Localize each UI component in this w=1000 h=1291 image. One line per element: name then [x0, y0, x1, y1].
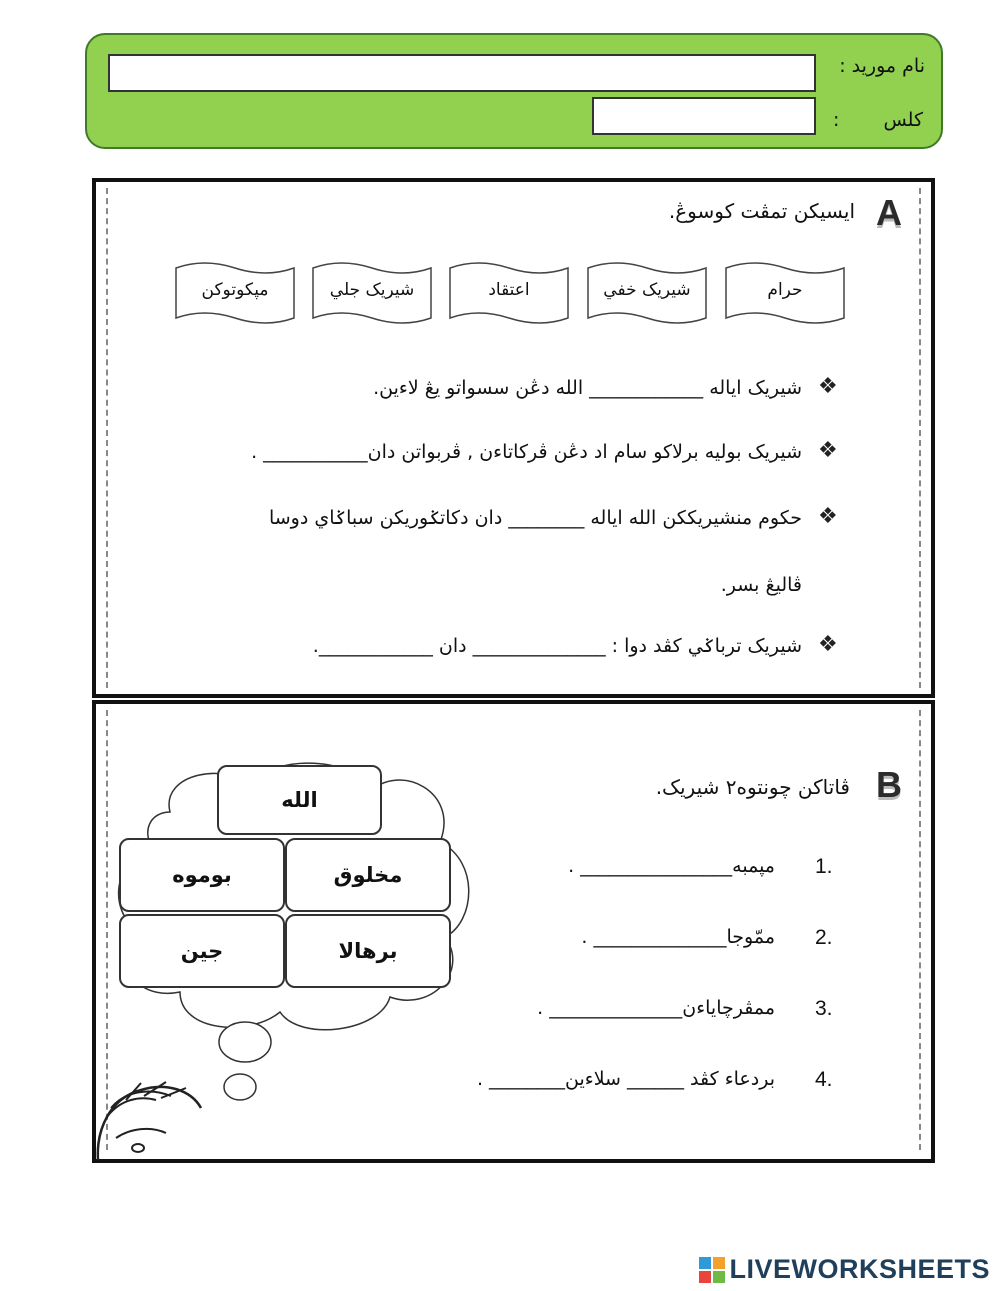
name-label: نام موريد : [839, 55, 925, 77]
item-number: 3. [815, 997, 833, 1020]
bullet-icon: ❖ [818, 632, 838, 657]
section-a-right-dash [919, 188, 921, 688]
question-line[interactable]: حکوم منشيريککن الله اياله ________ دان دکاتݢوريکن سباݢاي دوسا [268, 507, 802, 529]
cloud-word-box[interactable]: بوموه [119, 838, 285, 912]
answer-line[interactable]: مپمبه________________ . [568, 855, 775, 877]
section-a-letter: A [876, 192, 902, 233]
cloud-word-box[interactable]: برهالا [285, 914, 451, 988]
logo-icon [699, 1257, 725, 1283]
item-number: 1. [815, 855, 833, 878]
cloud-word-box[interactable]: الله [217, 765, 382, 835]
section-b-right-dash [919, 710, 921, 1150]
cloud-word-box[interactable]: جين [119, 914, 285, 988]
section-a-left-dash [106, 188, 108, 688]
word-banner-text: شيريک خفي [603, 280, 691, 300]
class-label: کلس [883, 109, 923, 131]
liveworksheets-logo [699, 1254, 990, 1285]
question-line[interactable]: شيريک اياله ____________ الله دڠن سسواتو يڠ لاءين. [373, 377, 802, 399]
section-b-instruction: ڤاتاکن چونتوه٢ شيريک. [655, 775, 850, 799]
question-line[interactable]: شيريک بوليه برلاکو سام اد دڠن ڤرکاتاءن , ڤربواتن دان___________ . [251, 441, 802, 463]
question-line[interactable]: شيريک ترباݢي کڤد دوا : ______________ دان ____________. [312, 635, 802, 657]
word-banner-text: اعتقاد [488, 280, 530, 300]
word-banner [311, 262, 433, 326]
word-banner-text: شيريک جلي [329, 280, 415, 300]
question-line-continued: ڤاليڠ بسر. [720, 574, 802, 596]
cloud-word-box[interactable]: مخلوق [285, 838, 451, 912]
name-input[interactable] [108, 54, 816, 92]
student-info-header [85, 33, 943, 149]
section-a-panel [92, 178, 935, 698]
class-colon: : [833, 109, 840, 131]
section-b-letter: B [876, 764, 902, 805]
bullet-icon: ❖ [818, 438, 838, 463]
word-banner-text: حرام [767, 280, 803, 300]
word-banner [448, 262, 570, 326]
word-banner [174, 262, 296, 326]
word-banner [586, 262, 708, 326]
answer-line[interactable]: ممّوجا______________ . [581, 926, 775, 948]
item-number: 2. [815, 926, 833, 949]
word-banner-text: مپکوتوکن [201, 280, 269, 300]
logo-text: LIVEWORKSHEETS [729, 1254, 990, 1284]
section-a-instruction: ايسيکن تمڤت کوسوڠ. [668, 199, 855, 223]
answer-line[interactable]: ممڤرچاياءن______________ . [537, 997, 775, 1019]
class-input[interactable] [592, 97, 816, 135]
cartoon-child-illustration [96, 1078, 206, 1160]
answer-line[interactable]: بردعاء کڤد ______ سلاءين________ . [476, 1068, 775, 1090]
word-banner [724, 262, 846, 326]
bullet-icon: ❖ [818, 504, 838, 529]
bullet-icon: ❖ [818, 374, 838, 399]
item-number: 4. [815, 1068, 833, 1091]
